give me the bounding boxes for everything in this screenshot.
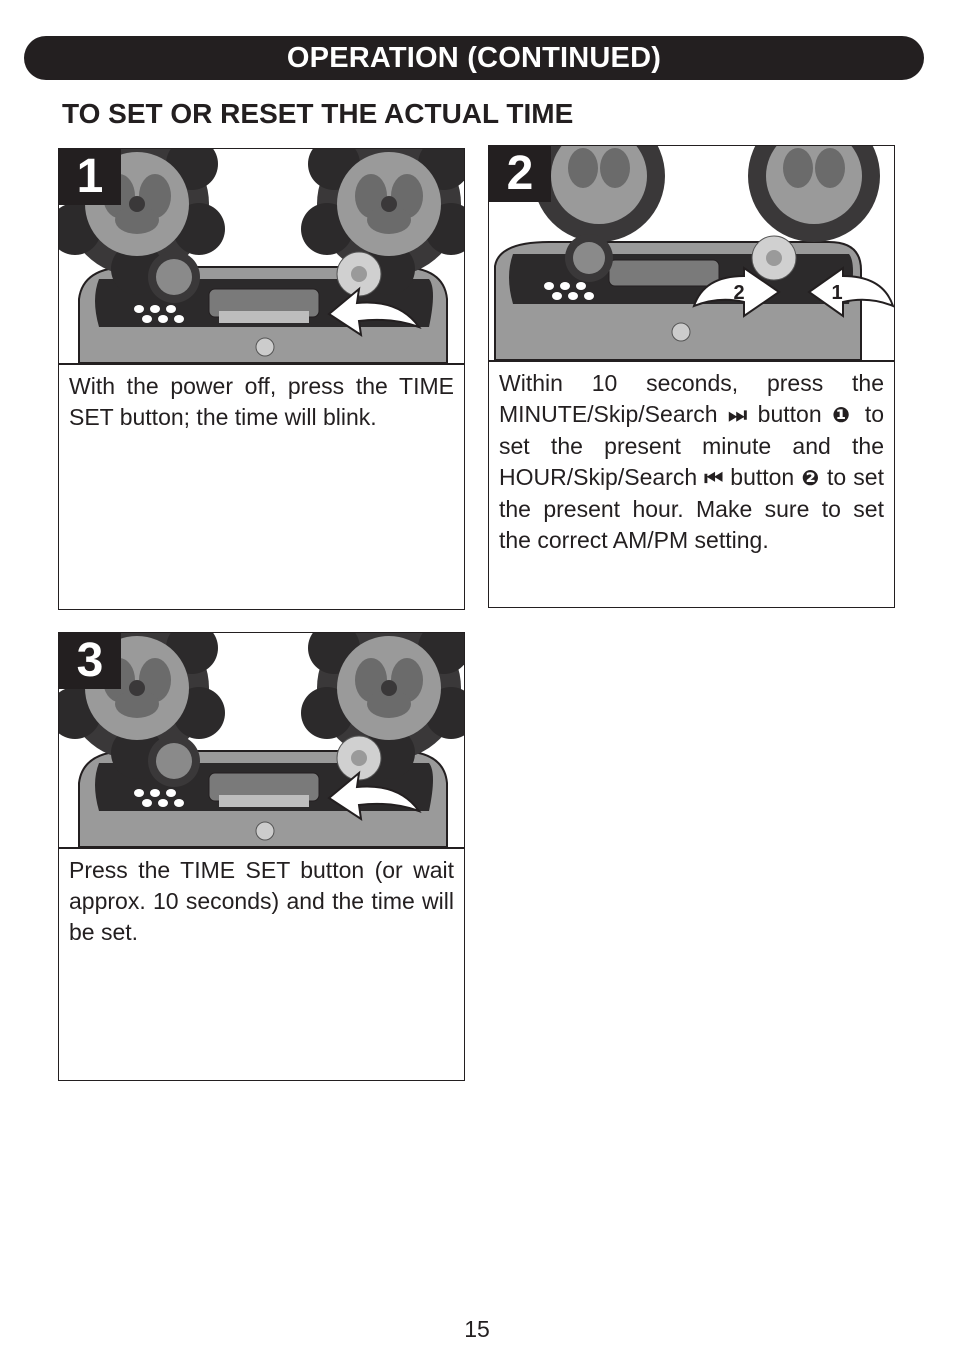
header-bar: [24, 36, 924, 80]
step-number-badge: 1: [59, 149, 121, 205]
step-1-illustration: [59, 149, 464, 365]
page-title: OPERATION (CONTINUED): [286, 42, 662, 74]
page-number: 15: [464, 1316, 490, 1342]
text-fragment: Within 10 seconds, press the MINUTE/Skip/Search: [499, 370, 884, 427]
skip-forward-icon: ⏭: [728, 404, 748, 427]
text-fragment: button: [723, 464, 802, 490]
marker-2-icon: ❷: [801, 467, 820, 490]
text-fragment: to set the present hour. Make sure to set the correct AM/PM setting.: [499, 464, 884, 553]
step-3-text: Press the TIME SET button (or wait approx. 10 seconds) and the time will be set.: [69, 857, 454, 945]
step-2-illustration: [489, 146, 894, 362]
section-title: TO SET OR RESET THE ACTUAL TIME: [62, 98, 574, 129]
step-2-text: [499, 368, 884, 556]
step-panel-2: [488, 145, 895, 608]
callout-2: 2: [733, 282, 745, 304]
skip-back-icon: ⏮: [704, 467, 724, 490]
step-3-illustration: [59, 633, 464, 849]
step-number-badge: 3: [59, 633, 121, 689]
callout-1: 1: [831, 282, 843, 304]
step-panel-1: [58, 148, 465, 610]
marker-1-icon: ❶: [832, 404, 855, 427]
step-1-text: With the power off, press the TIME SET button; the time will blink.: [69, 373, 454, 430]
step-panel-3: [58, 632, 465, 1081]
text-fragment: to set the present minute and the HOUR/Skip/Search: [499, 401, 884, 490]
step-number-badge: 2: [489, 146, 551, 202]
text-fragment: button: [747, 401, 833, 427]
